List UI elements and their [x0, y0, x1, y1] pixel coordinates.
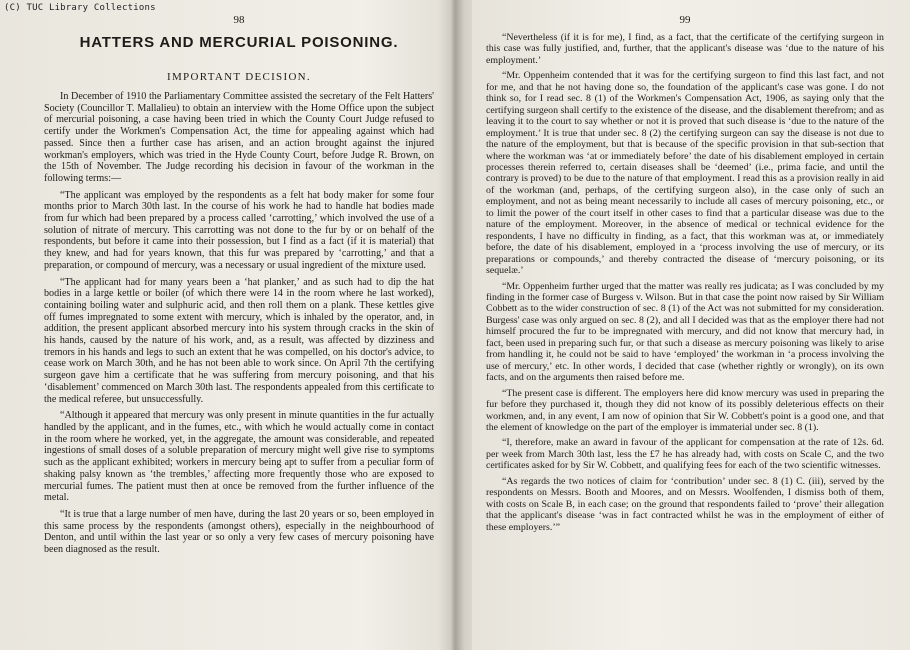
left-page-number: 98	[233, 14, 245, 26]
right-paragraph: “Mr. Oppenheim contended that it was for the certifying surgeon to find this last fact, and not for me, and that he not having done so, the foundation of the applicant's case was gone. I do not think so, for I read sec. 8 (1) of the Workmen's Compensation Act, 1906, as saying only that the certifying surgeon shall certify to the existence of the disease, and the disablement therefrom; and as leaving it to the court to say whether or not it is proved that such disease is ‘due to the nature of the employment.’ It is true that under sec. 8 (2) the certifying surgeon can say the disease is not due to the nature of the employment, but that is because of the specific provision in that sub-section that where the workman was ‘at or immediately before’ the date of his disablement employed in certain processes therein referred to, certain diseases shall be ‘deemed’ (i.e., prima facie, and until the contrary is proved) to be due to the nature of that employment. I read this as a provision really in aid of the workman (and, perhaps, of the certifying surgeon also), in the case only of such an employment, and not as being meant necessarily to include all cases of mercury poisoning, etc., or to limit the power of the court itself in other cases to find that a particular disease was due to the nature of the employment. Moreover, in the absence of medical or technical evidence for the respondents, I have no difficulty in finding, as a fact, that this workman was at, or immediately before, the date of his disablement, employed in a ‘process involving the use of mercury, or its preparations or compounds,’ and thereby contracted the disease of ‘mercury poisoning, or its sequelæ.’	[486, 70, 884, 277]
right-paragraph: “The present case is different. The employers here did know mercury was used in preparing the fur before they purchased it, though they did not know of its possibly deleterious effects on their workmen, and, in any event, I am now of opinion that Sir W. Cobbett's point is a good one, and that the element of knowledge on the part of the employer is immaterial under sec. 8 (1).	[486, 387, 884, 433]
collection-watermark: (C) TUC Library Collections	[4, 3, 156, 13]
left-page	[44, 14, 434, 644]
section-heading: IMPORTANT DECISION.	[167, 71, 311, 83]
book-gutter	[438, 0, 472, 650]
left-paragraph: “The applicant was employed by the respondents as a felt hat body maker for some four months prior to March 30th last. In the course of his work he had to handle hat bodies made from fur which had been prepared by a process called ‘carrotting,’ which involved the use of a solution of nitrate of mercury. This carrotting was not done to the fur by or on behalf of the respondents, but before it came into their possession, but I find as a fact (if it is material) that they knew, and had for years known, that this fur was prepared by ‘carrotting,’ and that a preparation, or compound of mercury, was a necessary or usual ingredient of the mixture used.	[44, 189, 434, 271]
right-page	[486, 14, 884, 644]
left-paragraph: “The applicant had for many years been a ‘hat planker,’ and as such had to dip the hat bodies in a large kettle or boiler (of which there were 14 in the room where he last worked), containing boiling water and sulphuric acid, and then roll them on a plank. These kettles give off fumes impregnated to some extent with mercury, which is inhaled by the operator, and, in addition, the present applicant absorbed mercury into his system through cracks in the skin of his hands, caused by the nature of his work, and, as a result, was affected by dizziness and tremors in his hands and legs to such an extent that he was compelled, on his doctor's advice, to cease work on March 30th, and he has not been able to work since. On April 7th the certifying surgeon gave him a certificate that he was suffering from mercury poisoning, and that his ‘disablement’ commenced on March 30th last. The respondents appealed from this certificate to the medical referee, but unsuccessfully.	[44, 276, 434, 405]
left-paragraph: In December of 1910 the Parliamentary Committee assisted the secretary of the Felt Hatters' Society (Councillor T. Mallalieu) to obtain an interview with the Home Office upon the subject of mercurial poisoning, a case having been tried in which the County Court Judge refused to certify under the Workmen's Compensation Act, the time for appealing against which had passed. Since then a further case has arisen, and an action brought against the injured workman's employers, which was tried in the Hyde County Court, before Judge R. Brown, on the 15th of November. The Judge recording his decision in favour of the workman in the following terms:—	[44, 91, 434, 184]
left-paragraph: “Although it appeared that mercury was only present in minute quantities in the fur actually handled by the applicant, and in the fumes, etc., with which he would actually come in contact in the room where he worked, yet, in the aggregate, the amount was considerable, and repeated ingestions of small doses of a soluble preparation of mercury might well give rise to symptoms such as the applicant exhibited; workers in mercury being apt to suffer from a peculiar form of shaking palsy known as ‘the trembles,’ affecting more frequently those who are exposed to mercurial fumes. The patient must then at once be removed from the further influence of the metal.	[44, 410, 434, 504]
article-title: HATTERS AND MERCURIAL POISONING.	[79, 34, 399, 51]
right-paragraph: “Nevertheless (if it is for me), I find, as a fact, that the certificate of the certifying surgeon in this case was fully justified, and, further, that the applicant's disease was ‘due to the nature of his employment.’	[486, 32, 884, 66]
right-paragraph: “I, therefore, make an award in favour of the applicant for compensation at the rate of 12s. 6d. per week from March 30th last, less the £7 he has already had, with costs on Scale C, and the two certificates asked for by Sir W. Cobbett, and qualifying fees for each of the two scientific witnesses.	[486, 437, 884, 472]
left-paragraph: “It is true that a large number of men have, during the last 20 years or so, been employed in this same process by the respondents (amongst others), especially in the neighbourhood of Denton, and until within the last year or so only a very few cases of mercury poisoning have been diagnosed as the result.	[44, 508, 434, 556]
right-paragraph: “As regards the two notices of claim for ‘contribution’ under sec. 8 (1) C. (iii), served by the respondents on Messrs. Booth and Moores, and on Messrs. Woolfenden, I dismiss both of them, with costs on Scale B, in each case; on the ground that respondents failed to ‘prove’ their allegation that the applicant's disease ‘was in fact contracted whilst he was in the employment of either of these employers.’”	[486, 475, 884, 533]
right-paragraph: “Mr. Oppenheim further urged that the matter was really res judicata; as I was concluded by my finding in the former case of Burgess v. Wilson. But in that case the point now raised by Sir William Cobbett as to the wider construction of sec. 8 (1) of the Act was not submitted for my consideration. Burgess' case was only argued on sec. 8 (2), and all I decided was that as the employer there had not himself procured the fur to be impregnated with mercury, and did not know that mercury had, in fact, been used in preparing such fur, or that such a disease as mercury poisoning was likely to arise from handling it, he could not be said to have ‘employed’ the workman in ‘a process involving the use of mercury,’ etc. In other words, I decided that case (whether rightly or wrongly), on its own facts, and on the arguments then raised before me.	[486, 280, 884, 384]
right-page-number: 99	[679, 14, 691, 26]
